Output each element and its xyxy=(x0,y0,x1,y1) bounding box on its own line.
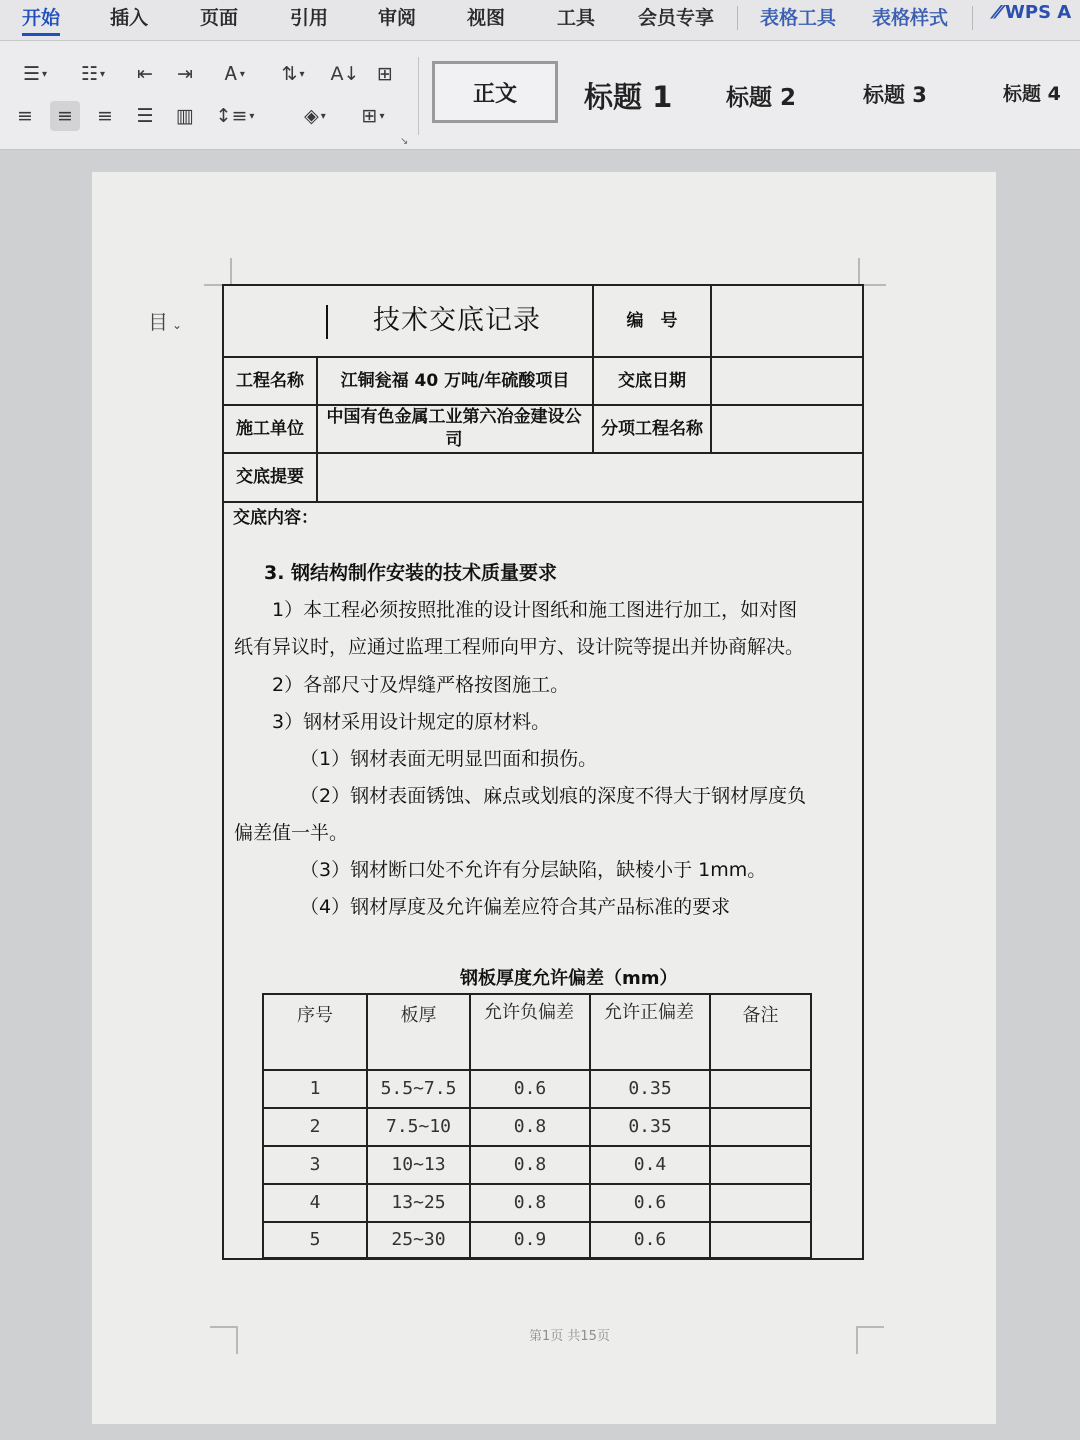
margin-corner-mark xyxy=(858,258,886,286)
shading-icon: ◈ xyxy=(304,105,319,127)
align-left-button[interactable] xyxy=(10,101,40,131)
menu-divider xyxy=(737,6,738,30)
tab-page[interactable]: 页面 xyxy=(200,7,239,29)
table-cell: 0.4 xyxy=(633,1153,667,1175)
table-cell: 0.35 xyxy=(628,1115,672,1137)
table-cell: 7.5~10 xyxy=(385,1115,452,1137)
justify-icon: ☰ xyxy=(136,105,154,127)
paragraph-settings-launcher[interactable]: ↘ xyxy=(400,136,409,147)
paragraph-line: （1）钢材表面无明显凹面和损伤。 xyxy=(300,748,598,770)
page-number-footer: 第1页 共15页 xyxy=(529,1329,610,1344)
shading-button[interactable]: ◈ ▾ xyxy=(304,105,326,127)
table-cell: 0.6 xyxy=(633,1191,667,1213)
style-heading-1[interactable]: 标题 1 xyxy=(584,80,673,114)
text-direction-icon: Ꭺ xyxy=(225,63,238,85)
sort-icon: ⇅ xyxy=(281,63,298,85)
number-label: 编 号 xyxy=(626,310,678,331)
project-name-value: 江铜瓮福 40 万吨/年硫酸项目 xyxy=(340,370,570,391)
align-right-icon: ≡ xyxy=(97,105,113,127)
table-cell[interactable] xyxy=(711,1185,810,1221)
table-header-cell: 备注 xyxy=(742,1004,779,1026)
borders-button[interactable]: ⊞ ▾ xyxy=(361,105,385,127)
table-cell: 0.8 xyxy=(513,1115,547,1137)
table-cell: 2 xyxy=(309,1115,321,1137)
summary-label: 交底提要 xyxy=(236,467,304,488)
paragraph-line: 偏差值一半。 xyxy=(234,822,349,844)
table-header-cell: 允许正偏差 xyxy=(604,1002,694,1023)
paragraph-marks-icon: ⊞ xyxy=(377,63,393,85)
tab-tools[interactable]: 工具 xyxy=(557,7,596,29)
table-rule xyxy=(222,501,864,503)
style-normal[interactable]: 正文 xyxy=(432,61,558,123)
section-heading: 3. 钢结构制作安装的技术质量要求 xyxy=(264,562,558,584)
menu-divider xyxy=(972,6,973,30)
paragraph-line: （3）钢材断口处不允许有分层缺陷，缺棱小于 1mm。 xyxy=(300,859,767,881)
summary-value-cell[interactable] xyxy=(318,454,862,501)
align-center-icon: ≡ xyxy=(57,105,73,127)
table-cell[interactable] xyxy=(711,1223,810,1257)
table-cell[interactable] xyxy=(711,1109,810,1145)
paragraph-line: （4）钢材厚度及允许偏差应符合其产品标准的要求 xyxy=(300,896,731,918)
distribute-button[interactable] xyxy=(170,101,200,131)
align-left-icon: ≡ xyxy=(17,105,33,127)
table-caption: 钢板厚度允许偏差（mm） xyxy=(460,968,678,989)
line-spacing-icon: ↕≡ xyxy=(215,105,248,127)
increase-indent-button[interactable] xyxy=(170,59,200,89)
ribbon-toolbar xyxy=(0,41,1080,150)
style-heading-3[interactable]: 标题 3 xyxy=(863,83,927,107)
table-cell: 5.5~7.5 xyxy=(380,1077,457,1099)
align-center-button[interactable] xyxy=(50,101,80,131)
style-gallery xyxy=(428,57,1080,137)
subproject-value-cell[interactable] xyxy=(712,406,862,452)
show-marks-button[interactable] xyxy=(370,59,400,89)
tab-review[interactable]: 审阅 xyxy=(378,7,417,29)
sort-button[interactable]: ⇅ ▾ xyxy=(281,63,305,85)
tab-home[interactable]: 开始 xyxy=(22,7,61,29)
paragraph-line: （2）钢材表面锈蚀、麻点或划痕的深度不得大于钢材厚度负 xyxy=(300,785,807,807)
numbered-list-icon: ☷ xyxy=(80,63,98,85)
table-header-cell: 序号 xyxy=(297,1004,333,1026)
tab-insert[interactable]: 插入 xyxy=(110,7,149,29)
table-cell: 4 xyxy=(309,1191,321,1213)
line-spacing-button[interactable]: ↕≡ ▾ xyxy=(215,105,255,127)
contractor-label: 施工单位 xyxy=(236,418,304,439)
subproject-label: 分项工程名称 xyxy=(601,418,703,439)
paragraph-line: 3）钢材采用设计规定的原材料。 xyxy=(272,711,551,733)
paragraph-line: 1）本工程必须按照批准的设计图纸和施工图进行加工，如对图 xyxy=(272,599,798,621)
table-header-cell: 允许负偏差 xyxy=(484,1002,574,1023)
bullet-list-button[interactable]: ☰ ▾ xyxy=(22,63,48,85)
contractor-value: 中国有色金属工业第六冶金建设公司 xyxy=(326,407,582,450)
chevron-down-icon: ⌄ xyxy=(172,318,183,332)
table-cell: 1 xyxy=(309,1077,321,1099)
increase-indent-icon: ⇥ xyxy=(177,63,193,85)
distribute-icon: ▥ xyxy=(176,105,194,127)
table-cell[interactable] xyxy=(711,1147,810,1183)
project-name-label: 工程名称 xyxy=(236,370,304,391)
numbered-list-button[interactable]: ☷ ▾ xyxy=(80,63,106,85)
table-cell: 25~30 xyxy=(391,1228,446,1250)
borders-icon: ⊞ xyxy=(361,105,378,127)
active-tab-indicator xyxy=(22,33,60,36)
table-cell: 3 xyxy=(309,1153,321,1175)
justify-button[interactable] xyxy=(130,101,160,131)
table-cell: 0.8 xyxy=(513,1191,547,1213)
table-header-cell: 板厚 xyxy=(400,1004,437,1026)
tab-table-style[interactable]: 表格样式 xyxy=(872,7,949,29)
decrease-indent-button[interactable] xyxy=(130,59,160,89)
text-cursor xyxy=(326,305,328,339)
number-value-cell[interactable] xyxy=(712,288,862,354)
table-cell[interactable] xyxy=(711,1071,810,1107)
document-title: 技术交底记录 xyxy=(373,304,541,336)
date-label: 交底日期 xyxy=(618,370,686,391)
outline-icon: 目 xyxy=(148,310,168,334)
table-cell: 0.9 xyxy=(513,1228,547,1250)
table-cell: 0.6 xyxy=(633,1228,667,1250)
text-direction-button[interactable]: Ꭺ ▾ xyxy=(225,63,245,85)
tab-member[interactable]: 会员专享 xyxy=(638,7,715,29)
decrease-indent-icon: ⇤ xyxy=(137,63,153,85)
table-cell: 13~25 xyxy=(391,1191,446,1213)
table-cell: 0.8 xyxy=(513,1153,547,1175)
style-heading-4[interactable]: 标题 4 xyxy=(1003,83,1061,105)
outline-toggle-button[interactable] xyxy=(148,306,182,335)
table-cell: 10~13 xyxy=(391,1153,446,1175)
margin-corner-mark xyxy=(856,1326,884,1354)
tab-table-tools[interactable]: 表格工具 xyxy=(760,7,837,29)
wps-ai-button[interactable]: ⁄⁄ WPS A xyxy=(995,2,1072,23)
content-label: 交底内容： xyxy=(233,508,318,528)
tab-view[interactable]: 视图 xyxy=(467,7,506,29)
tab-references[interactable]: 引用 xyxy=(290,7,329,29)
sort-ascending-button[interactable] xyxy=(330,59,360,89)
sort-ascending-icon: A↓ xyxy=(330,63,360,85)
toolbar-divider xyxy=(418,57,419,135)
date-value-cell[interactable] xyxy=(712,358,862,404)
style-heading-2[interactable]: 标题 2 xyxy=(726,85,797,111)
table-cell: 5 xyxy=(309,1228,321,1250)
paragraph-line: 纸有异议时，应通过监理工程师向甲方、设计院等提出并协商解决。 xyxy=(234,636,805,658)
menu-bar xyxy=(0,0,1080,41)
align-right-button[interactable] xyxy=(90,101,120,131)
table-cell: 0.6 xyxy=(513,1077,547,1099)
paragraph-line: 2）各部尺寸及焊缝严格按图施工。 xyxy=(272,674,570,696)
table-cell: 0.35 xyxy=(628,1077,672,1099)
wps-logo-icon: ⁄⁄ xyxy=(995,2,1002,23)
margin-corner-mark xyxy=(204,258,232,286)
margin-corner-mark xyxy=(210,1326,238,1354)
bullet-list-icon: ☰ xyxy=(22,63,40,85)
